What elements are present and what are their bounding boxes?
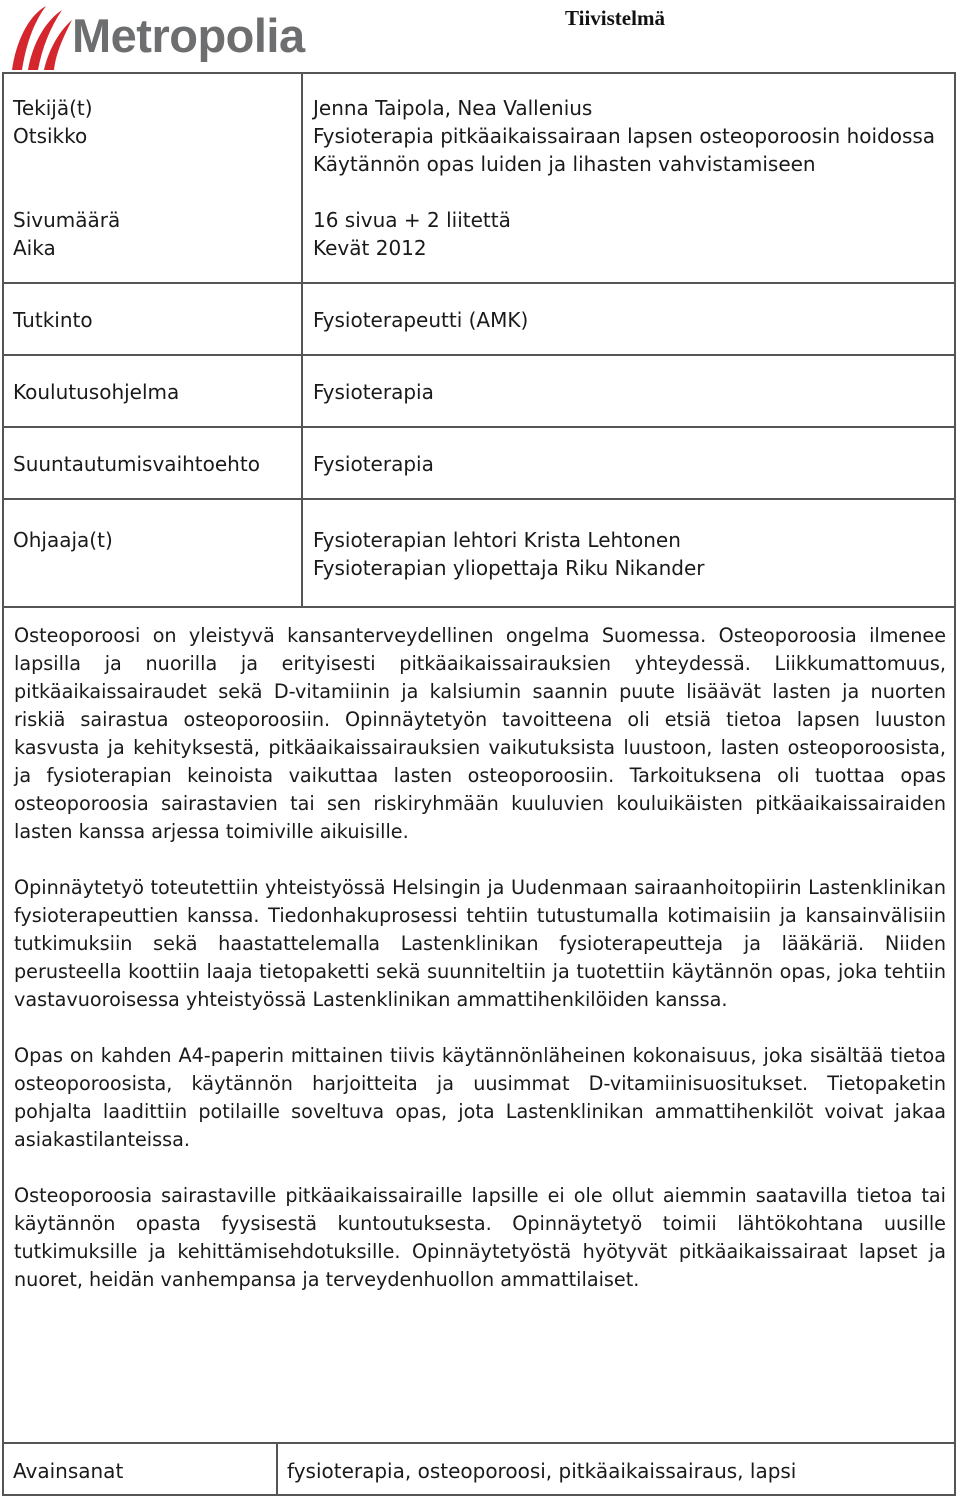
value-page-count: 16 sivua + 2 liitettä <box>313 208 511 232</box>
label-supervisors: Ohjaaja(t) <box>13 528 113 552</box>
label-degree: Tutkinto <box>13 308 93 332</box>
row-divider <box>4 354 954 356</box>
value-degree: Fysioterapeutti (AMK) <box>313 308 529 332</box>
label-programme: Koulutusohjelma <box>13 380 180 404</box>
value-programme: Fysioterapia <box>313 380 434 404</box>
abstract-form <box>2 72 956 1496</box>
meta-column-divider <box>301 74 303 608</box>
label-page-count: Sivumäärä <box>13 208 121 232</box>
row-divider <box>4 606 954 608</box>
row-divider <box>4 498 954 500</box>
value-supervisor-1: Fysioterapian lehtori Krista Lehtonen <box>313 528 681 552</box>
logo-wordmark: Metropolia <box>72 9 305 62</box>
value-keywords: fysioterapia, osteoporoosi, pitkäaikaissairaus, lapsi <box>287 1459 797 1483</box>
value-specialisation: Fysioterapia <box>313 452 434 476</box>
value-title: Fysioterapia pitkäaikaissairaan lapsen osteoporoosin hoidossa <box>313 124 936 148</box>
metropolia-logo <box>6 2 326 74</box>
abstract-paragraph: Osteoporoosi on yleistyvä kansanterveydellinen ongelma Suomessa. Osteoporoosia ilmenee lapsilla ja nuorilla ja erityisesti pitkäaikaissairauksien yhteydessä. Liikkumattomuus, pitkäaikaissairaudet sekä D-vitamiinin ja kalsiumin saannin puute lisäävät lasten ja nuorten riskiä sairastua osteoporoosiin. Opinnäytetyön tavoitteena oli etsiä tietoa lapsen luuston kasvusta ja kehityksestä, pitkäaikaissairauksien vaikutuksista luustoon, lasten osteoporoosista, ja fysioterapian keinoista vaikuttaa lasten osteoporoosiin. Tarkoituksena oli tuottaa opas osteoporoosia sairastavien tai sen riskiryhmään kuuluvien kouluikäisten pitkäaikaissairaiden lasten kanssa arjessa toimiville aikuisille. <box>14 624 946 843</box>
value-date: Kevät 2012 <box>313 236 427 260</box>
row-divider <box>4 282 954 284</box>
label-date: Aika <box>13 236 56 260</box>
label-author: Tekijä(t) <box>13 96 93 120</box>
keyword-column-divider <box>276 1442 278 1496</box>
label-specialisation: Suuntautumisvaihtoehto <box>13 452 260 476</box>
row-divider <box>4 1442 954 1444</box>
label-title: Otsikko <box>13 124 88 148</box>
abstract-paragraph: Opinnäytetyö toteutettiin yhteistyössä Helsingin ja Uudenmaan sairaanhoitopiirin Lastenklinikan fysioterapeuttien kanssa. Tiedonhakuprosessi tehtiin tutustumalla kotimaisiin ja kansainvälisiin tutkimuksiin sekä haastattelemalla Lastenklinikan fysioterapeutteja ja lääkäriä. Niiden perusteella koottiin laaja tietopaketti sekä suunniteltiin ja tuotettiin käytännön opas, joka tehtiin vastavuoroisessa yhteistyössä Lastenklinikan ammattihenkilöiden kanssa. <box>14 876 946 1011</box>
row-divider <box>4 426 954 428</box>
abstract-paragraph: Opas on kahden A4-paperin mittainen tiivis käytännönläheinen kokonaisuus, joka sisältää tietoa osteoporoosista, käytännön harjoitteita ja uusimmat D-vitamiinisuositukset. Tietopaketin pohjalta laadittiin potilaille soveltuva opas, jota Lastenklinikan ammattihenkilöt voivat jakaa asiakastilanteissa. <box>14 1044 946 1151</box>
abstract-paragraph: Osteoporoosia sairastaville pitkäaikaissairaille lapsille ei ole ollut aiemmin saatavilla tietoa tai käytännön opasta fyysisestä kuntoutuksesta. Opinnäytetyö toimii lähtökohtana uusille tutkimuksille ja kehittämisehdotuksille. Opinnäytetyöstä hyötyvät pitkäaikaissairaat lapset ja nuoret, heidän vanhempansa ja terveydenhuollon ammattilaiset. <box>14 1184 946 1291</box>
label-keywords: Avainsanat <box>13 1459 124 1483</box>
value-supervisor-2: Fysioterapian yliopettaja Riku Nikander <box>313 556 705 580</box>
abstract-body <box>14 622 946 1322</box>
logo-swoosh-icon <box>6 2 76 74</box>
document-type-title: Tiivistelmä <box>565 6 665 30</box>
value-subtitle: Käytännön opas luiden ja lihasten vahvistamiseen <box>313 152 816 176</box>
value-authors: Jenna Taipola, Nea Vallenius <box>313 96 593 120</box>
